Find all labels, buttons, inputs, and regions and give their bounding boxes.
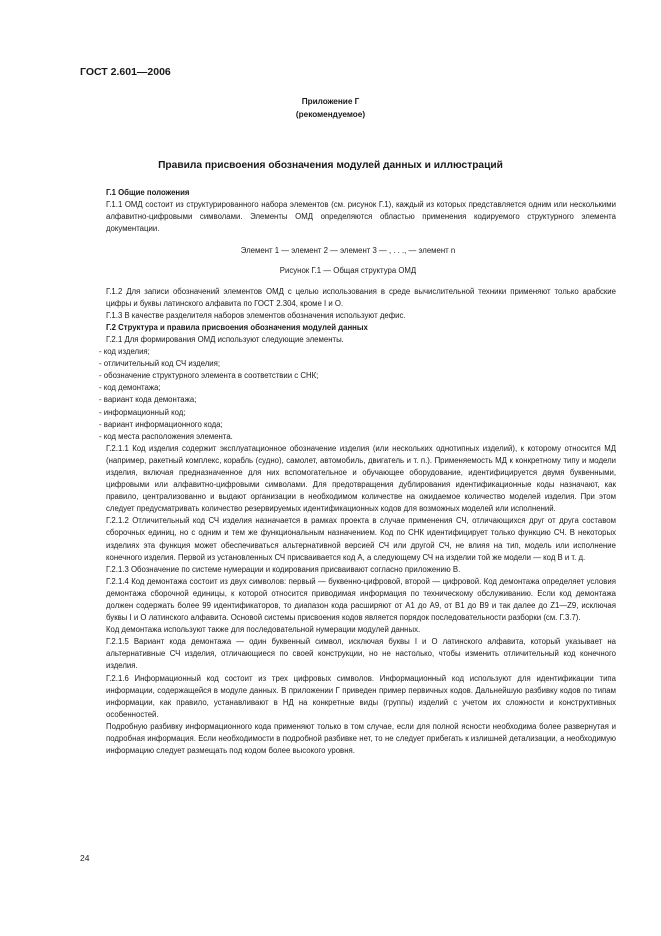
para-g-2-1-2: Г.2.1.2 Отличительный код СЧ изделия назначается в рамках проекта в случае применения СЧ, отличающихся друг от друга составом сборочных единиц, но с одним и тем же функциональным назначением. Код по СНК идентифицирует только функцию СЧ. В некоторых изделиях эта функция может обеспечиваться альтернативной версией СЧ или другой СЧ, не влияя на тип, модель или исполнение конечного изделия. Первой из установленных СЧ присваивается код А, а следующему СЧ на изделии той же модели — код В и т. д. [106,516,616,562]
para-g-1-1: Г.1.1 ОМД состоит из структурированного набора элементов (см. рисунок Г.1), каждый из которых представляется одним или несколькими алфавитно-цифровыми символами. Элементы ОМД определяются областью применения кодируемого структурного элемента документации. [106,200,616,234]
list-item: - обозначение структурного элемента в соответствии с СНК; [99,371,319,381]
para-g-2-1-6-continued: Подробную разбивку информационного кода применяют только в том случае, если для полной ясности необходима более развернутая и подробная информация. Если необходимости в подробной разбивке нет, то не следует прибегать к излишней детализации, а необходимую информацию следует размещать под кодом более высокого уровня. [106,721,616,756]
para-g-2-1-1: Г.2.1.1 Код изделия содержит эксплуатационное обозначение изделия (или нескольких однотипных изделий), к которому относится МД (например, ракетный комплекс, корабль (судно), самолет, автомобиль, двигатель и т. п.). Применяемость МД к конкретному типу и модели изделия, включая предназначенное для них вспомогательное и обучающее оборудование, идентифицируется двумя буквенными, цифровыми или алфавитно-цифровыми символами. Для предотвращения дублирования идентификационные коды назначают, как правило, централизованно и выдают организации в необходимом количестве на ожидаемое количество моделей изделия. При этом следует предусматривать количество резервируемых идентификационных кодов для возможных моделей или исполнений. [106,443,616,514]
para-g-2-1-3: Г.2.1.3 Обозначение по системе нумерации и кодирования присваивают согласно приложению В. [106,564,461,574]
element-list [99,346,616,443]
annex-title: Приложение Г [301,97,360,106]
figure-caption: Рисунок Г.1 — Общая структура ОМД [279,266,417,276]
heading-g1: Г.1 Общие положения [106,188,190,197]
document-body [99,187,616,757]
para-g-2-1: Г.2.1 Для формирования ОМД используют следующие элементы. [106,334,344,344]
para-g-2-1-6: Г.2.1.6 Информационный код состоит из трех цифровых символов. Информационный код используют для идентификации типа информации, содержащейся в модуле данных. В приложении Г приведен пример первичных кодов. Дальнейшую разбивку кодов по типам информации, как правило, устанавливают в НД на конкретные виды (группы) изделий с учетом их сложности и конструктивных особенностей. [106,673,616,719]
list-item: - вариант информационного кода; [99,419,223,429]
annex-status: (рекомендуемое) [295,110,366,119]
document-code: ГОСТ 2.601—2006 [80,66,171,78]
list-item: - код места расположения элемента. [99,431,233,441]
heading-g2: Г.2 Структура и правила присвоения обозначения модулей данных [106,322,368,332]
list-item: - информационный код; [99,407,186,417]
figure-structure-line: Элемент 1 — элемент 2 — элемент 3 — , . . ., — элемент n [240,246,456,256]
para-g-2-1-4-continued: Код демонтажа используют также для последовательной нумерации модулей данных. [106,625,421,635]
list-item: - код демонтажа; [99,383,161,393]
section-title: Правила присвоения обозначения модулей данных и иллюстраций [158,160,503,171]
para-g-2-1-5: Г.2.1.5 Вариант кода демонтажа — один буквенный символ, исключая буквы I и O латинского алфавита, который указывает на альтернативные СЧ изделия, отличающиеся по своей конструкции, но не настолько, чтобы изменить отличительный код конечного изделия. [106,637,616,671]
list-item: - отличительный код СЧ изделия; [99,359,221,369]
para-g-2-1-4: Г.2.1.4 Код демонтажа состоит из двух символов: первый — буквенно-цифровой, второй — цифровой. Код демонтажа определяет условия демонтажа сборочной единицы, к которой относится приводимая информация по техническому обслуживанию. Если код демонтажа должен содержать более 99 идентификаторов, то диапазон кода расширяют от А1 до А9, от В1 до В9 и так далее до Z1—Z9, исключая буквы I и O латинского алфавита. Основой системы присвоения кодов является порядок последовательности разборки (см. Г.3.7). [106,576,616,623]
para-g-1-3: Г.1.3 В качестве разделителя наборов элементов обозначения используют дефис. [106,310,406,320]
list-item: - код изделия; [99,347,150,357]
list-item: - вариант кода демонтажа; [99,395,197,405]
para-g-1-2: Г.1.2 Для записи обозначений элементов ОМД с целью использования в среде вычислительной техники применяют только арабские цифры и буквы латинского алфавита по ГОСТ 2.304, кроме I и O. [106,286,616,308]
page-number: 24 [80,853,90,863]
